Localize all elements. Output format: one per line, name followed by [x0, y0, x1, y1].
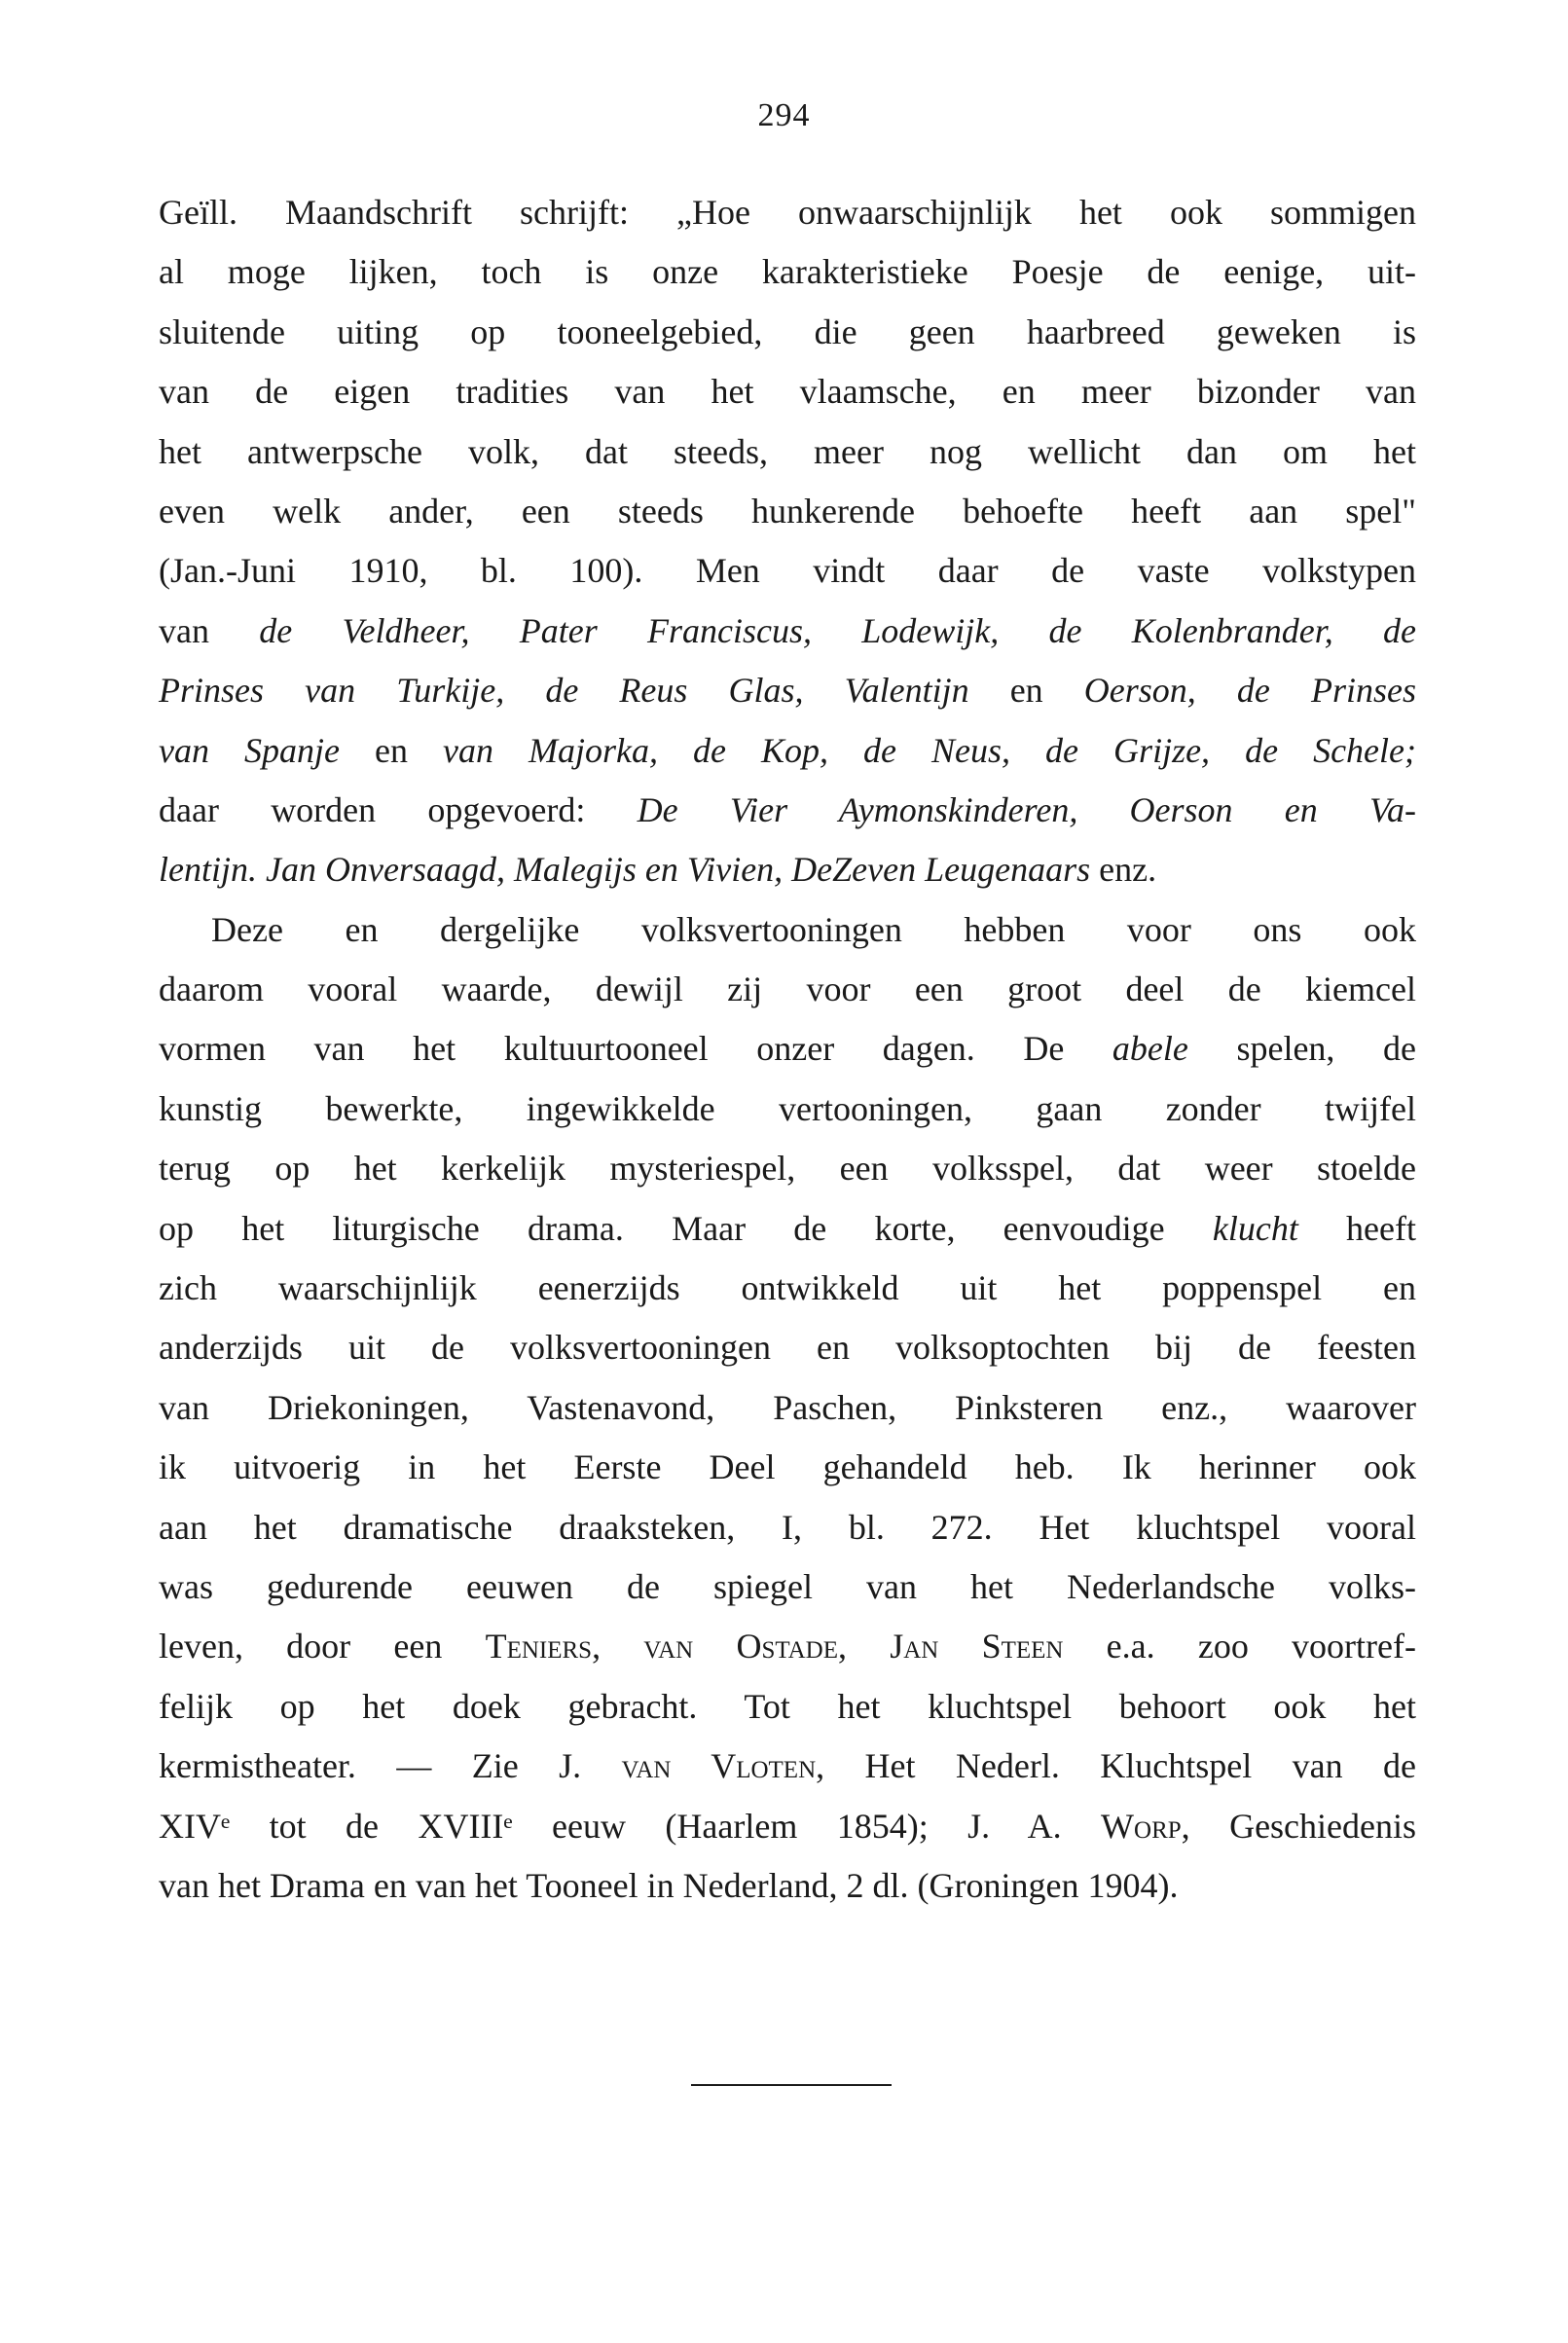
italic-text: klucht	[1212, 1208, 1298, 1248]
text-run: (Jan.-Juni 1910, bl. 100). Men vindt daar de vaste volkstypen	[159, 551, 1416, 591]
text-line	[159, 1019, 1416, 1079]
paragraph-1	[159, 183, 1416, 900]
text-run: ik uitvoerig in het Eerste Deel gehandeld heb. Ik herinner ook	[159, 1447, 1416, 1487]
section-divider	[691, 2084, 892, 2086]
text-run: anderzijds uit de volksvertooningen en volksoptochten bij de feesten	[159, 1328, 1416, 1368]
text-run: en	[339, 730, 444, 770]
text-run: , Het Nederl. Kluchtspel van de	[816, 1746, 1417, 1786]
italic-text: Oerson, de Prinses	[1083, 671, 1416, 711]
italic-text: Prinses van Turkije, de Reus Glas, Valentijn	[159, 671, 969, 711]
text-line	[159, 482, 1416, 541]
text-line	[159, 1080, 1416, 1139]
small-caps-name: van Vloten	[621, 1746, 817, 1786]
text-run: XIVᵉ tot de XVIIIᵉ eeuw (Haarlem 1854); J. A.	[159, 1806, 1102, 1846]
italic-text: van Spanje	[159, 730, 340, 770]
text-run: zich waarschijnlijk eenerzijds ontwikkeld uit het poppenspel en	[159, 1268, 1416, 1308]
text-run: aan het dramatische draaksteken, I, bl. 272. Het kluchtspel vooral	[159, 1507, 1416, 1547]
text-run: daar worden opgevoerd:	[159, 789, 638, 829]
text-run: Geïll. Maandschrift schrijft: „Hoe onwaarschijnlijk het ook sommigen	[159, 193, 1416, 232]
text-run: enz.	[1090, 850, 1157, 890]
text-run: spelen, de	[1187, 1029, 1417, 1069]
text-line	[159, 840, 1416, 899]
text-run: was gedurende eeuwen de spiegel van het Nederlandsche volks-	[159, 1566, 1416, 1606]
text-run: kunstig bewerkte, ingewikkelde vertooningen, gaan zonder twijfel	[159, 1088, 1416, 1128]
text-line	[159, 1259, 1416, 1318]
text-line	[159, 1856, 1416, 1916]
text-run: e.a. zoo voortref-	[1063, 1627, 1416, 1666]
text-run: heeft	[1297, 1208, 1416, 1248]
text-line	[159, 422, 1416, 482]
text-line	[159, 1677, 1416, 1737]
text-run: daarom vooral waarde, dewijl zij voor een groot deel de kiemcel	[159, 970, 1416, 1009]
text-run: , Geschiedenis	[1181, 1806, 1417, 1846]
text-run: Deze en dergelijke volksvertooningen hebben voor ons ook	[211, 909, 1416, 949]
text-line	[159, 1617, 1416, 1676]
small-caps-name: Teniers, van Ostade, Jan Steen	[485, 1627, 1064, 1666]
text-run: kermistheater. — Zie J.	[159, 1746, 622, 1786]
text-run: leven, door een	[159, 1627, 486, 1666]
text-line	[159, 721, 1416, 781]
text-line	[159, 1737, 1416, 1796]
text-run: van	[159, 610, 260, 650]
text-line	[159, 1498, 1416, 1557]
text-run: terug op het kerkelijk mysteriespel, een volksspel, dat weer stoelde	[159, 1149, 1416, 1189]
italic-text: De Vier Aymonskinderen, Oerson en Va-	[637, 789, 1417, 829]
text-line	[159, 602, 1416, 661]
text-line	[159, 960, 1416, 1019]
text-run: en	[968, 671, 1084, 711]
text-run: van de eigen tradities van het vlaamsche, en meer bizonder van	[159, 372, 1416, 412]
text-run: het antwerpsche volk, dat steeds, meer nog wellicht dan om het	[159, 431, 1416, 471]
text-run: sluitende uiting op tooneelgebied, die geen haarbreed geweken is	[159, 311, 1416, 351]
text-run: van Driekoningen, Vastenavond, Paschen, Pinksteren enz., waarover	[159, 1387, 1416, 1427]
text-line	[159, 1438, 1416, 1497]
text-line	[159, 303, 1416, 362]
italic-text: abele	[1112, 1029, 1188, 1069]
text-line	[159, 900, 1416, 960]
italic-text: de Veldheer, Pater Franciscus, Lodewijk, de Kolenbrander, de	[259, 610, 1416, 650]
text-line	[159, 1139, 1416, 1198]
text-line	[159, 661, 1416, 720]
text-line	[159, 183, 1416, 242]
text-line	[159, 781, 1416, 840]
body-text	[159, 183, 1416, 1916]
text-run: felijk op het doek gebracht. Tot het kluchtspel behoort ook het	[159, 1686, 1416, 1726]
text-line	[159, 1797, 1416, 1856]
text-line	[159, 362, 1416, 421]
small-caps-name: Worp	[1101, 1806, 1182, 1846]
text-line	[159, 1199, 1416, 1259]
text-run: van het Drama en van het Tooneel in Nederland, 2 dl. (Groningen 1904).	[159, 1865, 1179, 1905]
text-line	[159, 1378, 1416, 1438]
text-line	[159, 242, 1416, 302]
text-run: vormen van het kultuurtooneel onzer dagen. De	[159, 1029, 1112, 1069]
text-line	[159, 1557, 1416, 1617]
text-run: al moge lijken, toch is onze karakteristieke Poesje de eenige, uit-	[159, 252, 1416, 292]
text-line	[159, 541, 1416, 601]
text-run: op het liturgische drama. Maar de korte, eenvoudige	[159, 1208, 1213, 1248]
italic-text: lentijn. Jan Onversaagd, Malegijs en Vivien, DeZeven Leugenaars	[159, 850, 1091, 890]
italic-text: van Majorka, de Kop, de Neus, de Grijze, de Schele;	[443, 730, 1416, 770]
page-number: 294	[757, 97, 811, 133]
text-line	[159, 1318, 1416, 1377]
paragraph-2	[159, 900, 1416, 1917]
text-run: even welk ander, een steeds hunkerende behoefte heeft aan spel"	[159, 491, 1416, 531]
